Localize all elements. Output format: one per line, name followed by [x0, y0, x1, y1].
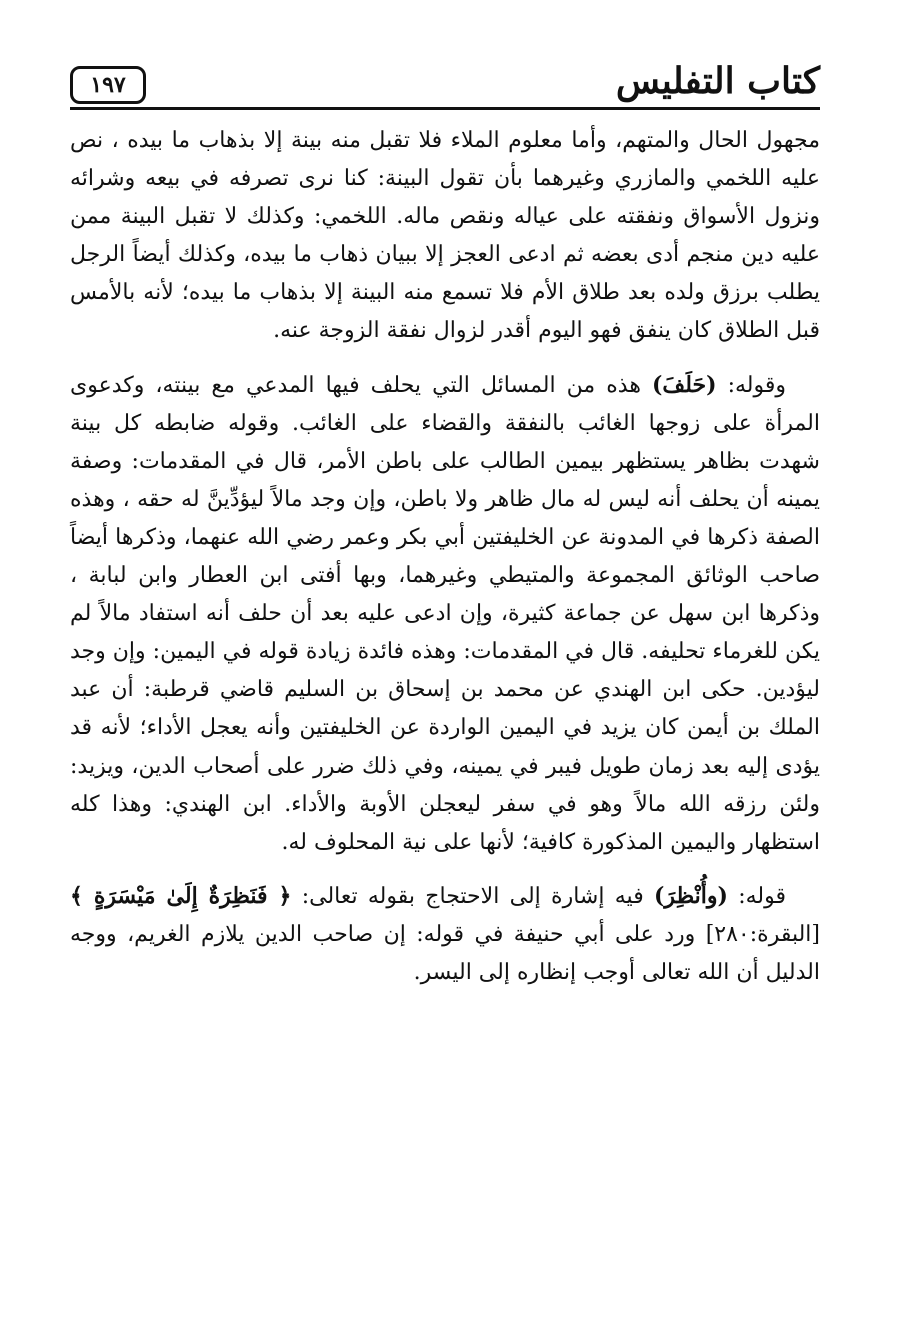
- paragraph-3: [70, 877, 820, 992]
- paragraph-text: فيه إشارة إلى الاحتجاج بقوله تعالى:: [291, 883, 655, 909]
- body-text: [70, 122, 820, 992]
- paragraph-text: هذه من المسائل التي يحلف فيها المدعي مع بينته، وكدعوى المرأة على زوجها الغائب بالنفقة والقضاء على الغائب. وقوله ضابطه كل بينة شهدت بظاهر يستظهر بيمين الطالب على باطن الأمر، قال في المقدمات: وصفة يمينه أن يحلف أنه ليس له مال ظاهر ولا باطن، وإن وجد مالاً ليؤدِّينَّ له حقه ، وهذه الصفة ذكرها في المدونة عن الخليفتين أبي بكر وعمر رضي الله عنهما، وذكرها أيضاً صاحب الوثائق المجموعة والمتيطي وغيرهما، وبها أفتى ابن العطار وابن لبابة ، وذكرها ابن سهل عن جماعة كثيرة، وإن ادعى عليه بعد أن حلف أنه استفاد مالاً لم يكن للغرماء تحليفه. قال في المقدمات: وهذه فائدة زيادة قوله في اليمين: وإن وجد ليؤدين. حكى ابن الهندي عن محمد بن إسحاق بن السليم قاضي قرطبة: أن عبد الملك بن أيمن كان يزيد في اليمين الواردة عن الخليفتين وأنه يعجل الأداء؛ لأنه قد يؤدى إليه بعد زمان طويل فيبر في يمينه، وفي ذلك ضرر على أصحاب الدين، ويزيد: ولئن رزقه الله مالاً وهو في سفر ليعجلن الأوبة والأداء. ابن الهندي: وهذا كله استظهار واليمين المذكورة كافية؛ لأنها على نية المحلوف له.: [70, 372, 821, 855]
- paragraph-text: [البقرة:٢٨٠] ورد على أبي حنيفة في قوله: إن صاحب الدين يلازم الغريم، ووجه الدليل أن الله تعالى أوجب إنظاره إلى اليسر.: [70, 921, 820, 985]
- quoted-term: (حَلَفَ): [652, 371, 717, 398]
- quoted-term: (وأُنْظِرَ): [654, 882, 728, 909]
- book-title: كتاب التفليس: [615, 60, 820, 102]
- paragraph-text: مجهول الحال والمتهم، وأما معلوم الملاء فلا تقبل منه بينة إلا بذهاب ما بيده ، نص عليه اللخمي والمازري وغيرهما بأن تقول البينة: كنا نرى تصرفه في بيعه وشرائه ونزول الأسواق ونفقته على عياله ونقص ماله. اللخمي: وكذلك لا تقبل البينة ممن عليه دين منجم أدى بعضه ثم ادعى العجز إلا ببيان ذهاب ما بيده، وكذلك أيضاً الرجل يطلب برزق ولده بعد طلاق الأم فلا تسمع منه البينة إلا بذهاب ما بيده؛ لأنه بالأمس قبل الطلاق كان ينفق فهو اليوم أقدر لزوال نفقة الزوجة عنه.: [70, 128, 820, 344]
- paragraph-text: وقوله:: [716, 372, 786, 398]
- quran-verse: ﴿ فَنَظِرَةٌ إِلَىٰ مَيْسَرَةٍ ﴾: [70, 882, 292, 909]
- header-rule: [70, 107, 820, 110]
- paragraph-1: [70, 122, 820, 351]
- paragraph-2: [70, 366, 820, 862]
- page-number: ١٩٧: [70, 66, 146, 104]
- page-header: [70, 58, 820, 110]
- paragraph-text: قوله:: [727, 883, 786, 909]
